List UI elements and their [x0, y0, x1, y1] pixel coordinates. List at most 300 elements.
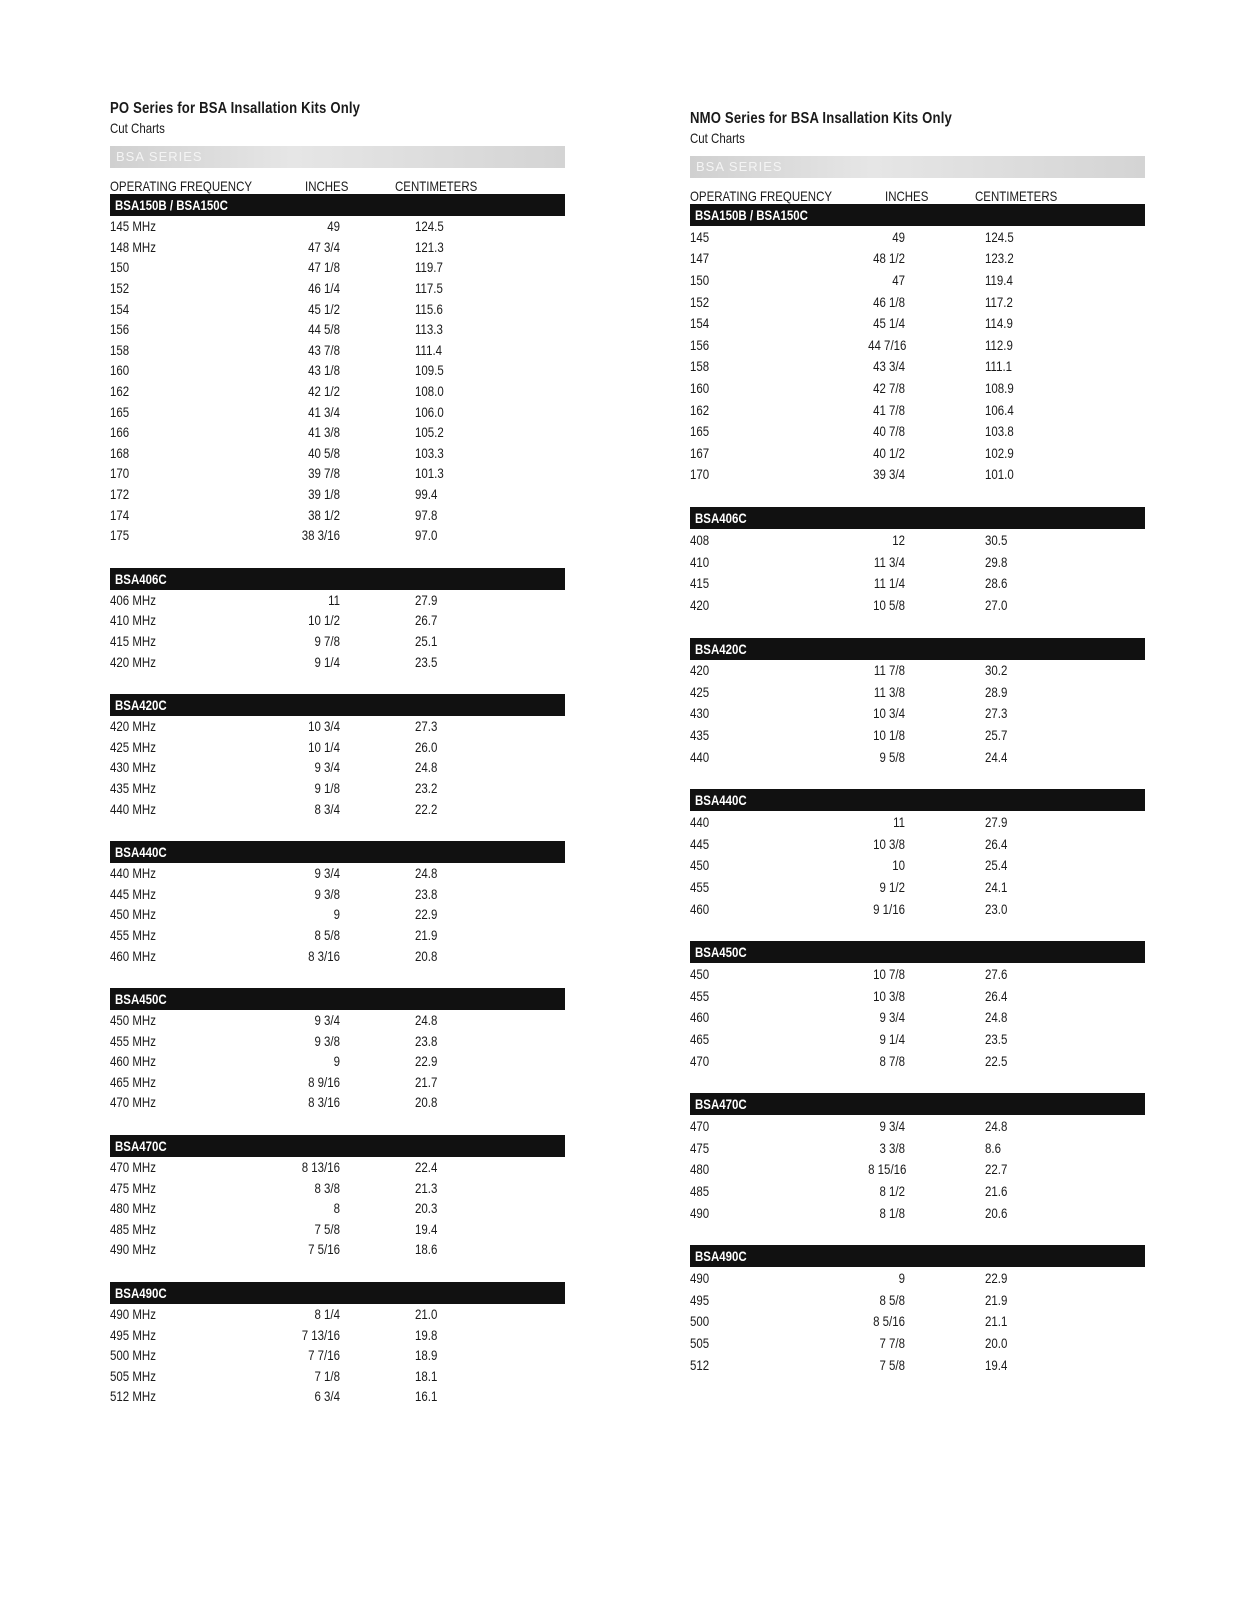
model-band [690, 507, 1145, 529]
inches-cell: 40 7/8 [873, 423, 905, 440]
centimeters-cell: 28.9 [985, 683, 1008, 700]
inches-cell: 8 1/2 [879, 1182, 905, 1199]
centimeters-cell: 123.2 [985, 250, 1014, 267]
inches-cell: 6 3/4 [314, 1388, 340, 1405]
centimeters-cell: 22.9 [985, 1270, 1008, 1287]
table-row [690, 1311, 1145, 1333]
centimeters-cell: 22.2 [415, 800, 438, 817]
table-row [690, 1137, 1145, 1159]
centimeters-cell: 23.0 [985, 900, 1008, 917]
frequency-cell: 445 MHz [110, 885, 156, 902]
inches-cell: 41 7/8 [873, 401, 905, 418]
frequency-cell: 460 [690, 1009, 710, 1026]
frequency-cell: 420 MHz [110, 718, 156, 735]
centimeters-cell: 112.9 [985, 336, 1013, 353]
table-row [110, 525, 565, 546]
centimeters-cell: 18.6 [415, 1241, 438, 1258]
centimeters-cell: 21.1 [985, 1313, 1008, 1330]
inches-cell: 3 3/8 [879, 1139, 905, 1156]
table-row [690, 464, 1145, 486]
chart-section [110, 841, 565, 966]
header-inches: INCHES [885, 188, 929, 204]
inches-cell: 9 3/8 [314, 1032, 340, 1049]
centimeters-cell: 106.4 [985, 401, 1014, 418]
frequency-cell: 420 [690, 596, 710, 613]
centimeters-cell: 24.1 [985, 879, 1008, 896]
table-row [110, 631, 565, 652]
inches-cell: 9 7/8 [314, 632, 340, 649]
centimeters-cell: 23.5 [985, 1031, 1008, 1048]
table-row [690, 898, 1145, 920]
inches-cell: 11 [328, 591, 340, 608]
inches-cell: 10 1/2 [308, 612, 340, 629]
frequency-cell: 172 [110, 486, 130, 503]
centimeters-cell: 29.8 [985, 553, 1008, 570]
inches-cell: 40 5/8 [308, 444, 340, 461]
series-band: BSA SERIES [690, 156, 1145, 178]
centimeters-cell: 26.7 [415, 612, 438, 629]
frequency-cell: 460 MHz [110, 947, 156, 964]
frequency-cell: 490 MHz [110, 1241, 156, 1258]
chart-section [690, 507, 1145, 615]
centimeters-cell: 103.3 [415, 444, 444, 461]
frequency-cell: 490 [690, 1204, 710, 1221]
inches-cell: 11 7/8 [873, 662, 905, 679]
table-row [690, 1028, 1145, 1050]
frequency-cell: 152 [110, 280, 130, 297]
table-row [110, 1177, 565, 1198]
model-band [690, 1093, 1145, 1115]
inches-cell: 11 1/4 [873, 575, 905, 592]
table-row [110, 298, 565, 319]
frequency-cell: 445 [690, 835, 710, 852]
header-inches: INCHES [305, 178, 349, 194]
chart-section [690, 1245, 1145, 1375]
inches-cell: 11 [893, 814, 905, 831]
centimeters-cell: 113.3 [415, 321, 443, 338]
table-row [110, 1239, 565, 1260]
table-row [110, 925, 565, 946]
frequency-cell: 500 MHz [110, 1347, 156, 1364]
table-row [110, 945, 565, 966]
centimeters-cell: 108.9 [985, 379, 1014, 396]
frequency-cell: 425 MHz [110, 738, 156, 755]
page-title: NMO Series for BSA Insallation Kits Only [690, 110, 952, 127]
centimeters-cell: 111.1 [985, 358, 1013, 375]
model-label: BSA420C [695, 640, 747, 657]
centimeters-cell: 23.8 [415, 1032, 438, 1049]
inches-cell: 8 5/16 [873, 1313, 905, 1330]
model-band [110, 841, 565, 863]
frequency-cell: 170 [110, 465, 130, 482]
centimeters-cell: 124.5 [415, 218, 444, 235]
table-row [690, 399, 1145, 421]
inches-cell: 39 7/8 [308, 465, 340, 482]
table-row [110, 757, 565, 778]
frequency-cell: 165 [110, 403, 130, 420]
inches-cell: 8 3/16 [308, 1094, 340, 1111]
inches-cell: 8 1/4 [314, 1306, 340, 1323]
nmo-series-chart [690, 110, 1145, 1375]
inches-cell: 10 [892, 857, 905, 874]
model-label: BSA470C [115, 1137, 167, 1154]
model-band [110, 1282, 565, 1304]
inches-cell: 46 1/8 [873, 293, 905, 310]
table-row [690, 442, 1145, 464]
table-row [110, 422, 565, 443]
centimeters-cell: 25.4 [985, 857, 1008, 874]
frequency-cell: 148 MHz [110, 238, 156, 255]
frequency-cell: 465 [690, 1031, 710, 1048]
centimeters-cell: 121.3 [415, 238, 444, 255]
table-row [690, 855, 1145, 877]
frequency-cell: 495 [690, 1291, 710, 1308]
frequency-cell: 174 [110, 506, 130, 523]
centimeters-cell: 20.3 [415, 1200, 438, 1217]
frequency-cell: 495 MHz [110, 1326, 156, 1343]
frequency-cell: 420 MHz [110, 653, 156, 670]
inches-cell: 44 7/16 [868, 336, 907, 353]
table-row [110, 1051, 565, 1072]
frequency-cell: 435 MHz [110, 779, 156, 796]
chart-section [110, 1135, 565, 1260]
centimeters-cell: 26.4 [985, 835, 1008, 852]
table-row [110, 1092, 565, 1113]
frequency-cell: 450 MHz [110, 1012, 156, 1029]
table-row [690, 1115, 1145, 1137]
centimeters-cell: 23.8 [415, 885, 438, 902]
model-band [690, 1245, 1145, 1267]
table-row [690, 594, 1145, 616]
model-label: BSA406C [115, 570, 167, 587]
frequency-cell: 440 MHz [110, 865, 156, 882]
table-row [110, 463, 565, 484]
frequency-cell: 154 [110, 300, 130, 317]
inches-cell: 10 1/8 [873, 727, 905, 744]
frequency-cell: 470 [690, 1118, 710, 1135]
table-row [690, 1332, 1145, 1354]
table-row [110, 1219, 565, 1240]
centimeters-cell: 22.9 [415, 906, 438, 923]
inches-cell: 41 3/8 [308, 424, 340, 441]
model-label: BSA470C [695, 1096, 747, 1113]
table-row [690, 660, 1145, 682]
frequency-cell: 505 [690, 1334, 710, 1351]
inches-cell: 9 3/8 [314, 885, 340, 902]
model-label: BSA490C [695, 1248, 747, 1265]
inches-cell: 7 13/16 [301, 1326, 340, 1343]
inches-cell: 45 1/4 [873, 315, 905, 332]
table-row [110, 401, 565, 422]
frequency-cell: 160 [690, 379, 710, 396]
frequency-cell: 450 [690, 966, 710, 983]
inches-cell: 9 [898, 1270, 905, 1287]
table-row [110, 736, 565, 757]
table-row [690, 1354, 1145, 1376]
centimeters-cell: 117.2 [985, 293, 1013, 310]
frequency-cell: 475 MHz [110, 1179, 156, 1196]
centimeters-cell: 21.7 [415, 1073, 438, 1090]
table-row [690, 1159, 1145, 1181]
centimeters-cell: 18.1 [415, 1367, 438, 1384]
inches-cell: 8 3/4 [314, 800, 340, 817]
table-row [110, 381, 565, 402]
frequency-cell: 455 [690, 987, 710, 1004]
centimeters-cell: 97.8 [415, 506, 438, 523]
centimeters-cell: 20.0 [985, 1334, 1008, 1351]
table-row [110, 257, 565, 278]
table-row [690, 269, 1145, 291]
centimeters-cell: 20.6 [985, 1204, 1008, 1221]
centimeters-cell: 21.6 [985, 1182, 1008, 1199]
table-row [110, 443, 565, 464]
table-row [690, 312, 1145, 334]
inches-cell: 48 1/2 [873, 250, 905, 267]
model-label: BSA420C [115, 696, 167, 713]
table-row [690, 1050, 1145, 1072]
frequency-cell: 410 MHz [110, 612, 156, 629]
model-label: BSA150B / BSA150C [695, 207, 808, 223]
frequency-cell: 470 MHz [110, 1159, 156, 1176]
header-frequency: OPERATING FREQUENCY [690, 188, 833, 204]
model-band [110, 1135, 565, 1157]
centimeters-cell: 24.8 [985, 1009, 1008, 1026]
frequency-cell: 490 MHz [110, 1306, 156, 1323]
inches-cell: 40 1/2 [873, 444, 905, 461]
table-row [690, 334, 1145, 356]
inches-cell: 8 5/8 [314, 926, 340, 943]
frequency-cell: 460 [690, 900, 710, 917]
frequency-cell: 154 [690, 315, 710, 332]
frequency-cell: 406 MHz [110, 591, 156, 608]
frequency-cell: 168 [110, 444, 130, 461]
centimeters-cell: 23.2 [415, 779, 438, 796]
frequency-cell: 415 MHz [110, 632, 156, 649]
model-band [110, 194, 565, 216]
centimeters-cell: 24.8 [415, 1012, 438, 1029]
cut-chart-sections [690, 204, 1145, 1375]
inches-cell: 8 9/16 [308, 1073, 340, 1090]
table-row [110, 1030, 565, 1051]
inches-cell: 7 5/8 [879, 1356, 905, 1373]
frequency-cell: 505 MHz [110, 1367, 156, 1384]
centimeters-cell: 16.1 [415, 1388, 438, 1405]
centimeters-cell: 21.9 [985, 1291, 1008, 1308]
centimeters-cell: 102.9 [985, 444, 1014, 461]
inches-cell: 10 7/8 [873, 966, 905, 983]
inches-cell: 45 1/2 [308, 300, 340, 317]
table-row [110, 590, 565, 611]
frequency-cell: 440 [690, 814, 710, 831]
frequency-cell: 430 MHz [110, 759, 156, 776]
centimeters-cell: 26.0 [415, 738, 438, 755]
table-row [690, 1289, 1145, 1311]
centimeters-cell: 28.6 [985, 575, 1008, 592]
chart-section [110, 1282, 565, 1407]
inches-cell: 9 3/4 [879, 1009, 905, 1026]
table-row [690, 703, 1145, 725]
centimeters-cell: 22.7 [985, 1161, 1008, 1178]
inches-cell: 7 5/16 [308, 1241, 340, 1258]
frequency-cell: 167 [690, 444, 710, 461]
inches-cell: 49 [892, 228, 905, 245]
centimeters-cell: 109.5 [415, 362, 444, 379]
centimeters-cell: 105.2 [415, 424, 444, 441]
table-row [110, 278, 565, 299]
table-row [690, 811, 1145, 833]
chart-section [110, 988, 565, 1113]
inches-cell: 9 3/4 [314, 865, 340, 882]
cut-chart-sections [110, 194, 565, 1407]
centimeters-cell: 25.7 [985, 727, 1008, 744]
table-row [690, 681, 1145, 703]
table-row [110, 904, 565, 925]
frequency-cell: 156 [690, 336, 710, 353]
centimeters-cell: 27.3 [985, 705, 1008, 722]
inches-cell: 10 5/8 [873, 596, 905, 613]
inches-cell: 10 3/8 [873, 987, 905, 1004]
frequency-cell: 455 [690, 879, 710, 896]
table-row [110, 798, 565, 819]
centimeters-cell: 103.8 [985, 423, 1014, 440]
frequency-cell: 480 [690, 1161, 710, 1178]
column-headers [110, 170, 565, 194]
centimeters-cell: 30.5 [985, 531, 1008, 548]
frequency-cell: 160 [110, 362, 130, 379]
table-row [110, 610, 565, 631]
model-band [690, 789, 1145, 811]
header-frequency: OPERATING FREQUENCY [110, 178, 253, 194]
frequency-cell: 166 [110, 424, 130, 441]
frequency-cell: 145 MHz [110, 218, 156, 235]
centimeters-cell: 27.9 [985, 814, 1008, 831]
table-row [690, 572, 1145, 594]
page-subtitle: Cut Charts [110, 120, 165, 136]
inches-cell: 9 1/16 [873, 900, 905, 917]
chart-section [690, 204, 1145, 485]
frequency-cell: 150 [110, 259, 130, 276]
centimeters-cell: 23.5 [415, 653, 438, 670]
inches-cell: 8 3/8 [314, 1179, 340, 1196]
page-subtitle: Cut Charts [690, 130, 745, 146]
inches-cell: 9 1/8 [314, 779, 340, 796]
series-band: BSA SERIES [110, 146, 565, 168]
centimeters-cell: 24.8 [415, 759, 438, 776]
frequency-cell: 485 [690, 1182, 710, 1199]
table-row [690, 963, 1145, 985]
frequency-cell: 152 [690, 293, 710, 310]
frequency-cell: 158 [110, 341, 130, 358]
table-row [110, 340, 565, 361]
table-row [110, 360, 565, 381]
centimeters-cell: 22.9 [415, 1053, 438, 1070]
centimeters-cell: 27.0 [985, 596, 1008, 613]
inches-cell: 10 3/4 [873, 705, 905, 722]
table-row [690, 226, 1145, 248]
centimeters-cell: 20.8 [415, 1094, 438, 1111]
inches-cell: 9 3/4 [314, 1012, 340, 1029]
model-label: BSA450C [115, 990, 167, 1007]
inches-cell: 39 3/4 [873, 466, 905, 483]
frequency-cell: 156 [110, 321, 130, 338]
centimeters-cell: 19.4 [985, 1356, 1008, 1373]
inches-cell: 12 [892, 531, 905, 548]
table-row [690, 529, 1145, 551]
centimeters-cell: 19.8 [415, 1326, 438, 1343]
centimeters-cell: 111.4 [415, 341, 443, 358]
inches-cell: 7 7/16 [308, 1347, 340, 1364]
table-row [690, 291, 1145, 313]
chart-section [690, 1093, 1145, 1223]
inches-cell: 9 1/2 [879, 879, 905, 896]
inches-cell: 47 3/4 [308, 238, 340, 255]
centimeters-cell: 22.5 [985, 1052, 1008, 1069]
inches-cell: 41 3/4 [308, 403, 340, 420]
table-row [110, 1010, 565, 1031]
centimeters-cell: 24.4 [985, 748, 1008, 765]
centimeters-cell: 27.3 [415, 718, 438, 735]
centimeters-cell: 114.9 [985, 315, 1013, 332]
inches-cell: 9 3/4 [314, 759, 340, 776]
chart-section [690, 638, 1145, 768]
frequency-cell: 460 MHz [110, 1053, 156, 1070]
inches-cell: 8 15/16 [868, 1161, 907, 1178]
frequency-cell: 430 [690, 705, 710, 722]
centimeters-cell: 99.4 [415, 486, 438, 503]
table-row [110, 883, 565, 904]
table-row [110, 716, 565, 737]
table-row [110, 484, 565, 505]
inches-cell: 8 3/16 [308, 947, 340, 964]
centimeters-cell: 25.1 [415, 632, 438, 649]
inches-cell: 11 3/4 [873, 553, 905, 570]
table-row [690, 1180, 1145, 1202]
page-title: PO Series for BSA Insallation Kits Only [110, 100, 361, 117]
inches-cell: 38 1/2 [308, 506, 340, 523]
table-row [690, 876, 1145, 898]
frequency-cell: 450 [690, 857, 710, 874]
table-row [690, 724, 1145, 746]
inches-cell: 9 3/4 [879, 1118, 905, 1135]
inches-cell: 8 1/8 [879, 1204, 905, 1221]
frequency-cell: 470 MHz [110, 1094, 156, 1111]
centimeters-cell: 101.3 [415, 465, 444, 482]
frequency-cell: 475 [690, 1139, 710, 1156]
inches-cell: 42 1/2 [308, 383, 340, 400]
frequency-cell: 162 [110, 383, 130, 400]
centimeters-cell: 27.6 [985, 966, 1008, 983]
table-row [690, 985, 1145, 1007]
centimeters-cell: 97.0 [415, 527, 438, 544]
model-label: BSA406C [695, 510, 747, 527]
model-band [110, 694, 565, 716]
frequency-cell: 162 [690, 401, 710, 418]
model-band [690, 204, 1145, 226]
frequency-cell: 150 [690, 271, 710, 288]
frequency-cell: 170 [690, 466, 710, 483]
table-row [110, 1157, 565, 1178]
model-band [690, 941, 1145, 963]
table-row [690, 248, 1145, 270]
centimeters-cell: 8.6 [985, 1139, 1001, 1156]
table-row [110, 237, 565, 258]
inches-cell: 10 3/4 [308, 718, 340, 735]
frequency-cell: 145 [690, 228, 710, 245]
inches-cell: 49 [327, 218, 340, 235]
inches-cell: 47 1/8 [308, 259, 340, 276]
frequency-cell: 175 [110, 527, 130, 544]
centimeters-cell: 22.4 [415, 1159, 438, 1176]
